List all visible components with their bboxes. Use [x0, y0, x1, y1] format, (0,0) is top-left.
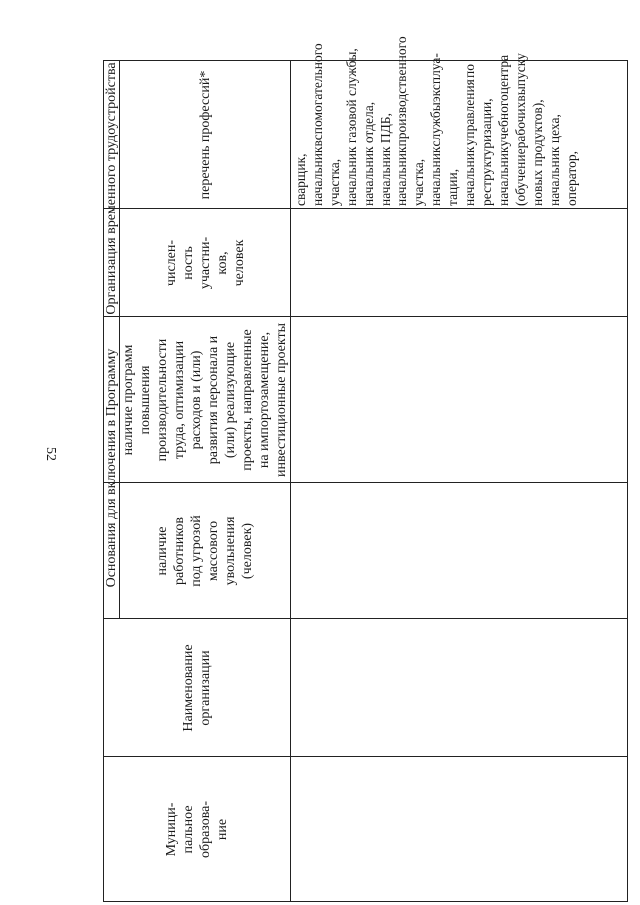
- profession-line: [309, 43, 327, 206]
- profession-word: начальник отдела,: [360, 101, 376, 206]
- profession-line: [564, 64, 581, 206]
- profession-line: [462, 64, 479, 206]
- profession-word: начальник: [462, 146, 478, 206]
- profession-word: выпуску: [512, 53, 528, 102]
- profession-word: эксплуа-: [428, 53, 444, 103]
- profession-line: [394, 36, 411, 206]
- profession-word: (обучение: [512, 148, 528, 206]
- profession-word: по: [462, 64, 478, 78]
- profession-line: [547, 64, 564, 206]
- profession-line: [512, 53, 530, 206]
- profession-word: участка,: [411, 158, 427, 206]
- profession-word: начальник: [495, 146, 511, 206]
- profession-word: сварщик,: [293, 153, 308, 206]
- profession-word: центра: [495, 54, 511, 95]
- profession-word: тации,: [445, 168, 461, 206]
- profession-line: [378, 64, 395, 206]
- profession-word: участка,: [326, 158, 342, 206]
- profession-line: [479, 64, 496, 206]
- profession-word: вспомогательного: [309, 43, 325, 147]
- header-temp-group: Организация временного трудоустройства: [104, 62, 119, 315]
- header-temp-count: числен- ность участни- ков, человек: [163, 236, 247, 290]
- profession-word: учебного: [495, 94, 511, 147]
- header-grounds-workers: наличие работников под угрозой массового увольнения (человек): [155, 515, 255, 587]
- profession-line: [445, 64, 462, 206]
- profession-word: службы: [428, 102, 444, 147]
- profession-word: начальник газовой службы,: [343, 48, 359, 206]
- profession-line: [327, 64, 344, 206]
- header-temp-professions: перечень профессий*: [197, 70, 213, 200]
- profession-word: новых продуктов),: [529, 99, 545, 206]
- profession-line: [293, 64, 310, 206]
- profession-word: начальник цеха,: [546, 114, 562, 206]
- profession-word: начальник: [394, 146, 410, 206]
- profession-word: оператор,: [563, 151, 579, 206]
- programs-table: [103, 36, 628, 902]
- profession-word: начальник: [309, 146, 325, 206]
- profession-word: начальник ПДБ,: [377, 113, 393, 206]
- header-municipality: Муници- пальное образова- ние: [163, 800, 230, 859]
- profession-word: производственного: [394, 36, 410, 147]
- page-number: 52: [43, 447, 58, 461]
- profession-line: [361, 64, 378, 206]
- profession-line: [411, 64, 428, 206]
- profession-word: начальник: [428, 146, 444, 206]
- header-organization: Наименование организации: [180, 644, 213, 732]
- profession-line: [428, 53, 445, 206]
- header-grounds-group: Основания для включения в Программу: [104, 348, 119, 588]
- profession-word: реструктуризации,: [478, 98, 494, 206]
- header-grounds-programs: наличие программ повышения производительности труда, оптимизации расходов и (или) развития персонала и (или) реализующие проекты, направленные на импортозамещение, инвестиционные проекты: [121, 323, 289, 478]
- profession-line: [343, 48, 361, 206]
- profession-word: управления: [462, 79, 478, 146]
- professions-list: [293, 36, 580, 206]
- profession-word: рабочих: [512, 101, 528, 149]
- profession-line: [495, 54, 513, 206]
- profession-line: [530, 64, 547, 206]
